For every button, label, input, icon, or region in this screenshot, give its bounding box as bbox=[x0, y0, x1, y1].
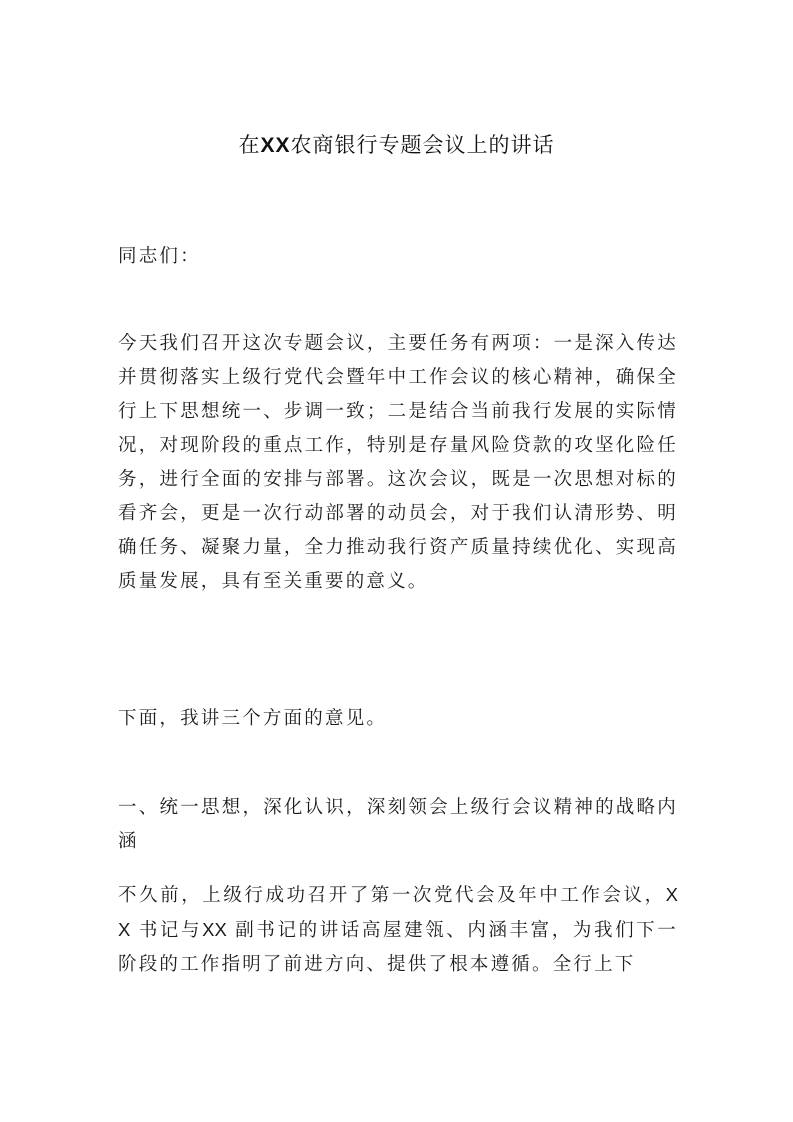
document-title bbox=[0, 128, 793, 163]
section1-paragraph-text bbox=[118, 878, 678, 982]
section-heading-1 bbox=[118, 791, 678, 859]
overview-paragraph-text: 下面，我讲三个方面的意见。 bbox=[118, 708, 388, 729]
overview-paragraph bbox=[118, 702, 678, 736]
intro-paragraph-text: 今天我们召开这次专题会议，主要任务有两项：一是深入传达并贯彻落实上级行党代会暨年中工作会议的核心精神，确保全行上下思想统一、步调一致；二是结合当前我行发展的实际情况，对现阶段的重点工作，特别是存量风险贷款的攻坚化险任务，进行全面的安排与部署。这次会议，既是一次思想对标的看齐会，更是一次行动部署的动员会，对于我们认清形势、明确任务、凝聚力量，全力推动我行资产质量持续优化、实现高质量发展，具有至关重要的意义。 bbox=[118, 333, 678, 592]
greeting-text: 同志们： bbox=[118, 246, 201, 267]
title-placeholder: XX bbox=[260, 134, 291, 157]
title-suffix: 农商银行专题会议上的讲话 bbox=[290, 133, 555, 157]
placeholder-name-2: XX bbox=[202, 919, 227, 940]
section-heading-1-text: 一、统一思想，深化认识，深刻领会上级行会议精神的战略内涵 bbox=[118, 797, 678, 852]
section1-paragraph bbox=[118, 878, 678, 982]
intro-paragraph bbox=[118, 327, 678, 599]
title-prefix: 在 bbox=[238, 133, 261, 157]
greeting bbox=[118, 240, 678, 274]
section1-part3: 副书记的讲话高屋建瓴、内涵丰富，为我们下一阶段的工作指明了前进方向、提供了根本遵循。全行上下 bbox=[118, 920, 678, 975]
section1-part2: 书记与 bbox=[138, 920, 203, 941]
section1-part1: 不久前，上级行成功召开了第一次党代会及年中工作会议， bbox=[118, 885, 666, 906]
placeholder-name-1: XX bbox=[118, 884, 678, 940]
